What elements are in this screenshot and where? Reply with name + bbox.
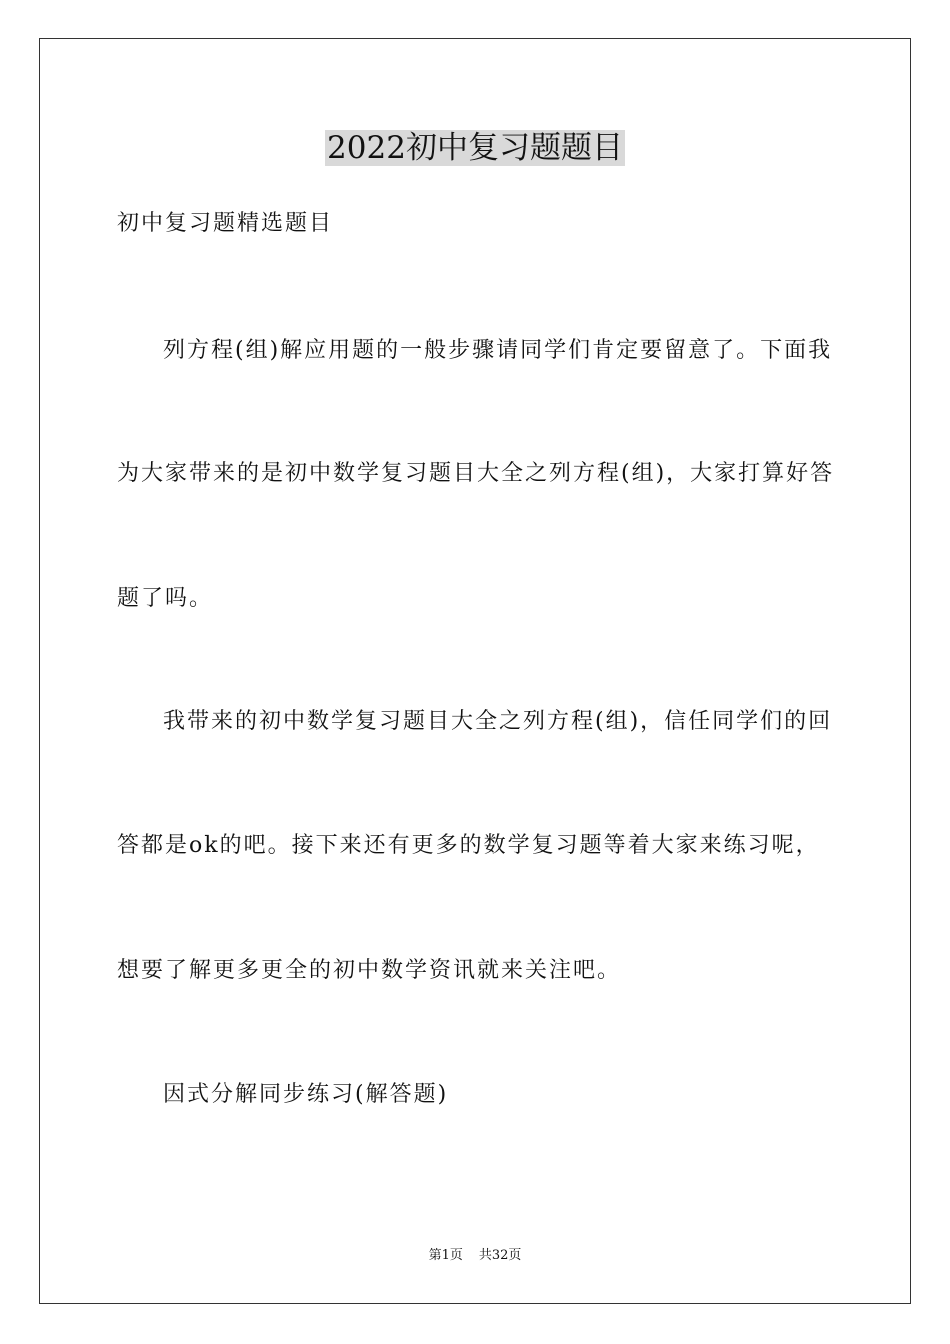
page-total: 共32页 bbox=[478, 1248, 522, 1263]
paragraph-line: 答都是ok的吧。接下来还有更多的数学复习题等着大家来练习呢， bbox=[117, 833, 820, 858]
document-title bbox=[0, 126, 950, 170]
paragraph-line: 为大家带来的是初中数学复习题目大全之列方程(组)，大家打算好答 bbox=[117, 461, 835, 486]
page-footer bbox=[0, 1247, 950, 1265]
paragraph-line: 题了吗。 bbox=[117, 586, 214, 611]
section-heading: 因式分解同步练习(解答题) bbox=[163, 1082, 449, 1107]
paragraph-line: 列方程(组)解应用题的一般步骤请同学们肯定要留意了。下面我 bbox=[163, 338, 833, 363]
page-number: 第1页 bbox=[428, 1248, 463, 1263]
paragraph-line: 想要了解更多更全的初中数学资讯就来关注吧。 bbox=[117, 958, 622, 983]
document-title-text: 2022初中复习题题目 bbox=[327, 130, 623, 166]
subtitle-line: 初中复习题精选题目 bbox=[117, 211, 334, 236]
paragraph-line: 我带来的初中数学复习题目大全之列方程(组)，信任同学们的回 bbox=[163, 709, 833, 734]
